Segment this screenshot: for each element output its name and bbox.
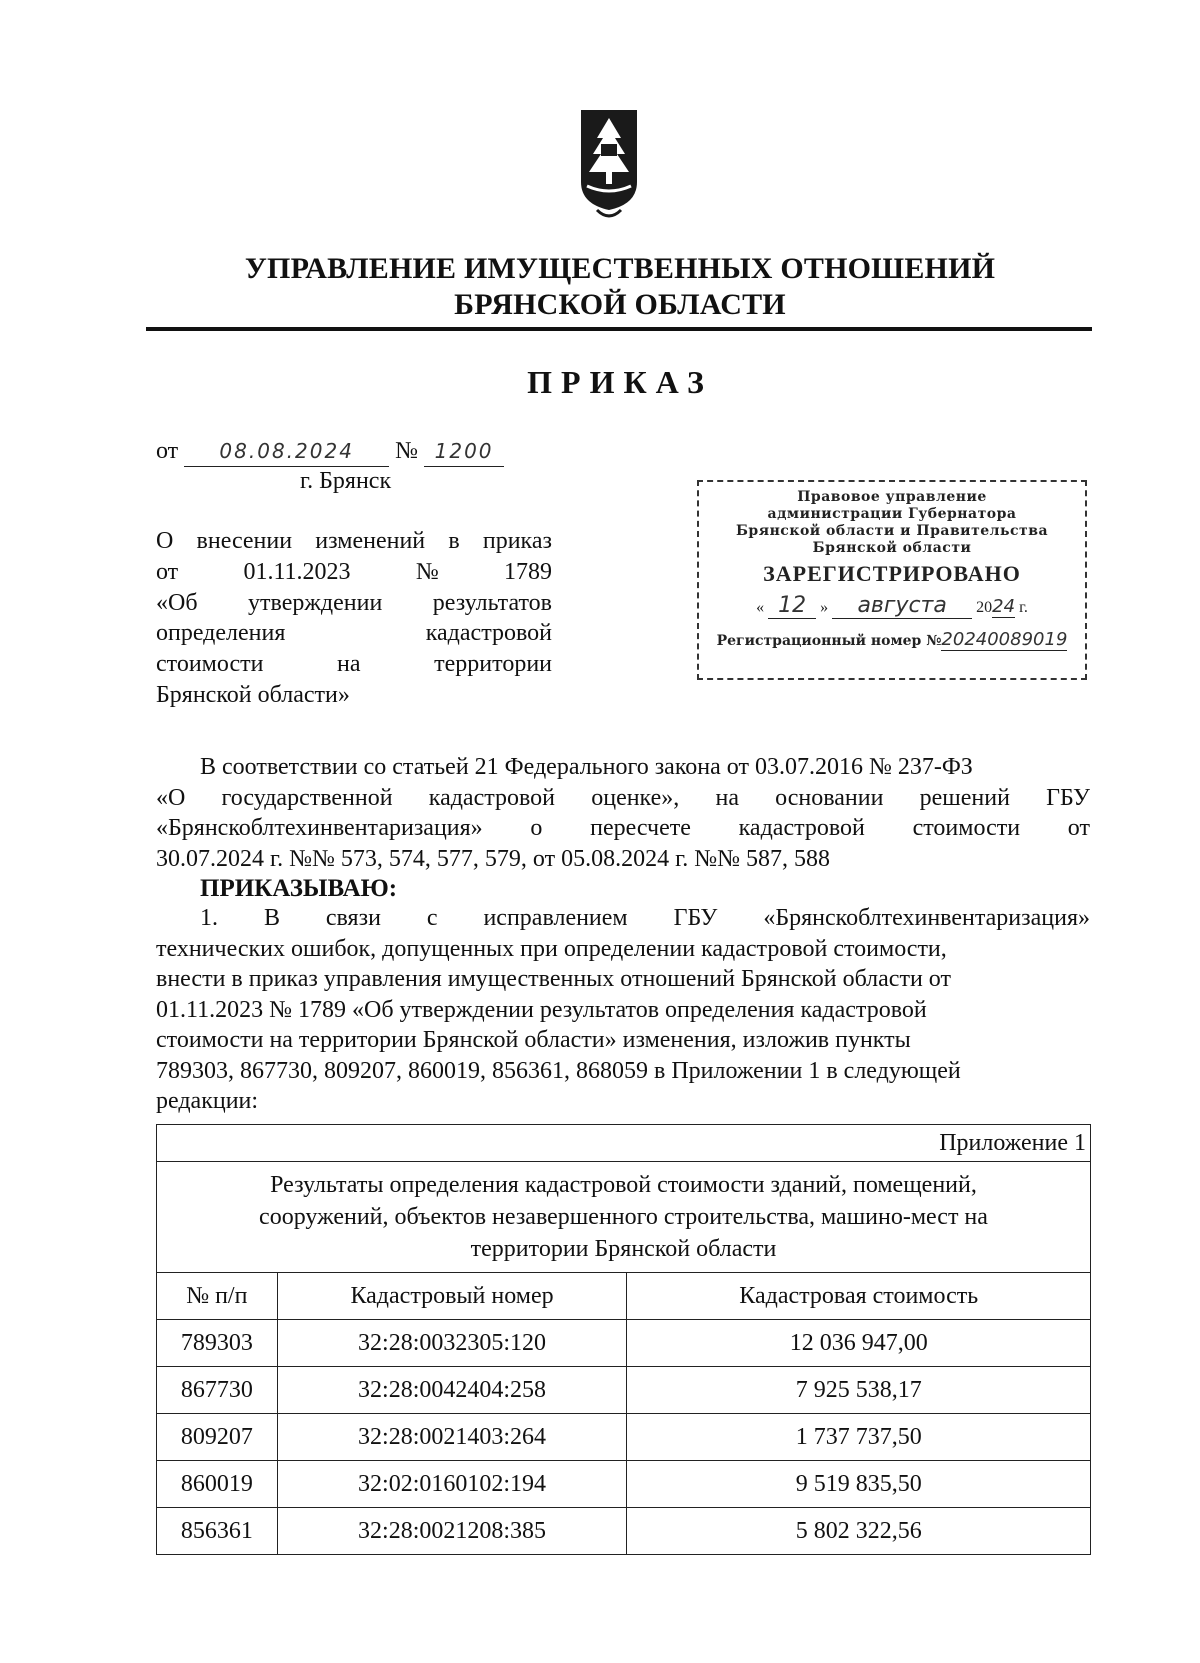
row-number: 789303 xyxy=(157,1320,278,1367)
city-label: г. Брянск xyxy=(300,468,392,494)
subject-word: определения xyxy=(156,620,286,647)
stamp-reg-label: Регистрационный номер № xyxy=(716,633,942,649)
row-number: 809207 xyxy=(157,1414,278,1461)
organization-title-line2: БРЯНСКОЙ ОБЛАСТИ xyxy=(454,288,786,321)
word: «Брянскоблтехинвентаризация» xyxy=(763,905,1090,931)
word: ГБУ xyxy=(1046,784,1090,811)
document-type-title: ПРИКАЗ xyxy=(527,364,713,400)
table-row xyxy=(157,1367,1091,1414)
subject-word: приказ xyxy=(482,528,552,554)
subject-word: на xyxy=(337,651,361,678)
word: о xyxy=(530,815,543,841)
subject-word: внесении xyxy=(196,528,293,554)
word: связи xyxy=(325,905,381,931)
subject-word: № xyxy=(415,558,439,585)
stamp-day-handwritten: 12 xyxy=(768,593,816,619)
paragraph-line: технических ошибок, допущенных при определении кадастровой стоимости, xyxy=(156,935,947,962)
annex-table xyxy=(156,1124,1091,1555)
table-row xyxy=(157,1320,1091,1367)
row-number: 867730 xyxy=(157,1367,278,1414)
word: В xyxy=(263,905,280,931)
stamp-year-suffix: г. xyxy=(1019,599,1028,616)
paragraph-line: В соответствии со статьей 21 Федерального закона от 03.07.2016 № 237-ФЗ xyxy=(200,754,973,780)
stamp-year-handwritten: 24 xyxy=(992,596,1016,617)
organization-title-line1: УПРАВЛЕНИЕ ИМУЩЕСТВЕННЫХ ОТНОШЕНИЙ xyxy=(244,252,996,285)
annex-heading-line: Результаты определения кадастровой стоимости зданий, помещений, xyxy=(270,1172,977,1198)
subject-word: результатов xyxy=(432,589,552,616)
word: «Брянскоблтехинвентаризация» xyxy=(156,815,483,841)
preamble-paragraph xyxy=(156,752,1090,874)
stamp-line: Правовое управление xyxy=(797,489,987,505)
annex-label: Приложение 1 xyxy=(157,1125,1091,1162)
word: решений xyxy=(919,784,1010,811)
stamp-registration-number xyxy=(699,629,1085,650)
subject-word: в xyxy=(448,528,460,554)
stamp-date xyxy=(699,593,1085,619)
row-cadastral-number: 32:28:0042404:258 xyxy=(277,1367,627,1414)
word: с xyxy=(426,905,438,931)
header-divider xyxy=(146,327,1092,331)
order-date-handwritten: 08.08.2024 xyxy=(184,436,389,467)
stamp-quote: « xyxy=(756,599,765,616)
from-prefix: от xyxy=(156,438,179,464)
table-row xyxy=(157,1508,1091,1555)
number-sign: № xyxy=(395,438,419,464)
subject-line xyxy=(156,557,552,588)
word: 1. xyxy=(200,905,218,931)
table-row xyxy=(157,1461,1091,1508)
word: государственной xyxy=(221,784,393,811)
order-dateline xyxy=(156,436,504,467)
row-cadastral-value: 7 925 538,17 xyxy=(627,1367,1091,1414)
word: исправлением xyxy=(483,905,628,931)
column-header-cadastral-number: Кадастровый номер xyxy=(277,1273,627,1320)
paragraph-line xyxy=(156,813,1090,844)
table-row xyxy=(157,1414,1091,1461)
subject-word: О xyxy=(156,528,174,554)
subject-line xyxy=(156,588,552,619)
row-number: 860019 xyxy=(157,1461,278,1508)
row-cadastral-value: 12 036 947,00 xyxy=(627,1320,1091,1367)
row-cadastral-value: 5 802 322,56 xyxy=(627,1508,1091,1555)
annex-heading-line: территории Брянской области xyxy=(470,1236,777,1262)
decree-word: ПРИКАЗЫВАЮ: xyxy=(200,875,398,902)
stamp-reg-number-handwritten: 20240089019 xyxy=(941,629,1068,650)
word: пересчете xyxy=(590,815,691,841)
paragraph-line: редакции: xyxy=(156,1088,259,1114)
row-cadastral-number: 32:28:0032305:120 xyxy=(277,1320,627,1367)
subject-line xyxy=(156,649,552,680)
column-header-number: № п/п xyxy=(157,1273,278,1320)
row-cadastral-number: 32:02:0160102:194 xyxy=(277,1461,627,1508)
subject-line: Брянской области» xyxy=(156,681,350,708)
table-header-row xyxy=(157,1273,1091,1320)
subject-line xyxy=(156,618,552,649)
stamp-registered: ЗАРЕГИСТРИРОВАНО xyxy=(763,561,1021,586)
row-cadastral-number: 32:28:0021403:264 xyxy=(277,1414,627,1461)
stamp-month-handwritten: августа xyxy=(832,593,972,619)
subject-word: стоимости xyxy=(156,651,264,678)
annex-heading-row xyxy=(157,1162,1091,1273)
word: кадастровой xyxy=(738,815,865,841)
word: кадастровой xyxy=(428,784,556,811)
paragraph-line: 01.11.2023 № 1789 «Об утверждении результатов определения кадастровой xyxy=(156,996,927,1023)
subject-word: изменений xyxy=(315,528,426,554)
row-cadastral-value: 1 737 737,50 xyxy=(627,1414,1091,1461)
paragraph-line xyxy=(156,903,1090,934)
subject-word: 1789 xyxy=(503,558,552,585)
stamp-line: Брянской области xyxy=(812,540,972,556)
annex-heading xyxy=(157,1162,1091,1273)
paragraph-line: 789303, 867730, 809207, 860019, 856361, 868059 в Приложении 1 в следующей xyxy=(156,1057,961,1084)
subject-word: от xyxy=(156,558,179,585)
stamp-line: Брянской области и Правительства xyxy=(735,523,1049,539)
subject-word: «Об xyxy=(156,589,198,616)
item1-paragraph xyxy=(156,903,1090,1117)
subject-word: 01.11.2023 xyxy=(243,558,351,585)
coat-of-arms-emblem xyxy=(575,104,643,224)
paragraph-line: 30.07.2024 г. №№ 573, 574, 577, 579, от 05.08.2024 г. №№ 587, 588 xyxy=(156,845,831,872)
stamp-quote: » xyxy=(820,599,829,616)
word: от xyxy=(1067,815,1090,841)
subject-word: кадастровой xyxy=(425,620,552,647)
row-cadastral-number: 32:28:0021208:385 xyxy=(277,1508,627,1555)
word: оценке», xyxy=(591,784,680,811)
word: на xyxy=(715,784,739,811)
subject-line xyxy=(156,526,552,557)
row-number: 856361 xyxy=(157,1508,278,1555)
order-number-handwritten: 1200 xyxy=(424,436,504,467)
paragraph-line: стоимости на территории Брянской области» изменения, изложив пункты xyxy=(156,1027,911,1053)
registration-stamp xyxy=(697,480,1087,680)
paragraph-line: внести в приказ управления имущественных отношений Брянской области от xyxy=(156,966,951,992)
word: ГБУ xyxy=(673,905,718,931)
stamp-year-prefix: 20 xyxy=(976,599,993,616)
order-subject xyxy=(156,526,552,711)
row-cadastral-value: 9 519 835,50 xyxy=(627,1461,1091,1508)
paragraph-line xyxy=(156,783,1090,814)
subject-word: утверждении xyxy=(248,589,383,616)
word: стоимости xyxy=(912,815,1021,841)
subject-word: территории xyxy=(434,651,552,678)
word: «О xyxy=(156,784,186,811)
annex-heading-line: сооружений, объектов незавершенного строительства, машино-мест на xyxy=(259,1204,988,1230)
annex-label-row xyxy=(157,1125,1091,1162)
word: основании xyxy=(775,784,884,811)
stamp-line: администрации Губернатора xyxy=(767,506,1017,522)
column-header-cadastral-value: Кадастровая стоимость xyxy=(627,1273,1091,1320)
